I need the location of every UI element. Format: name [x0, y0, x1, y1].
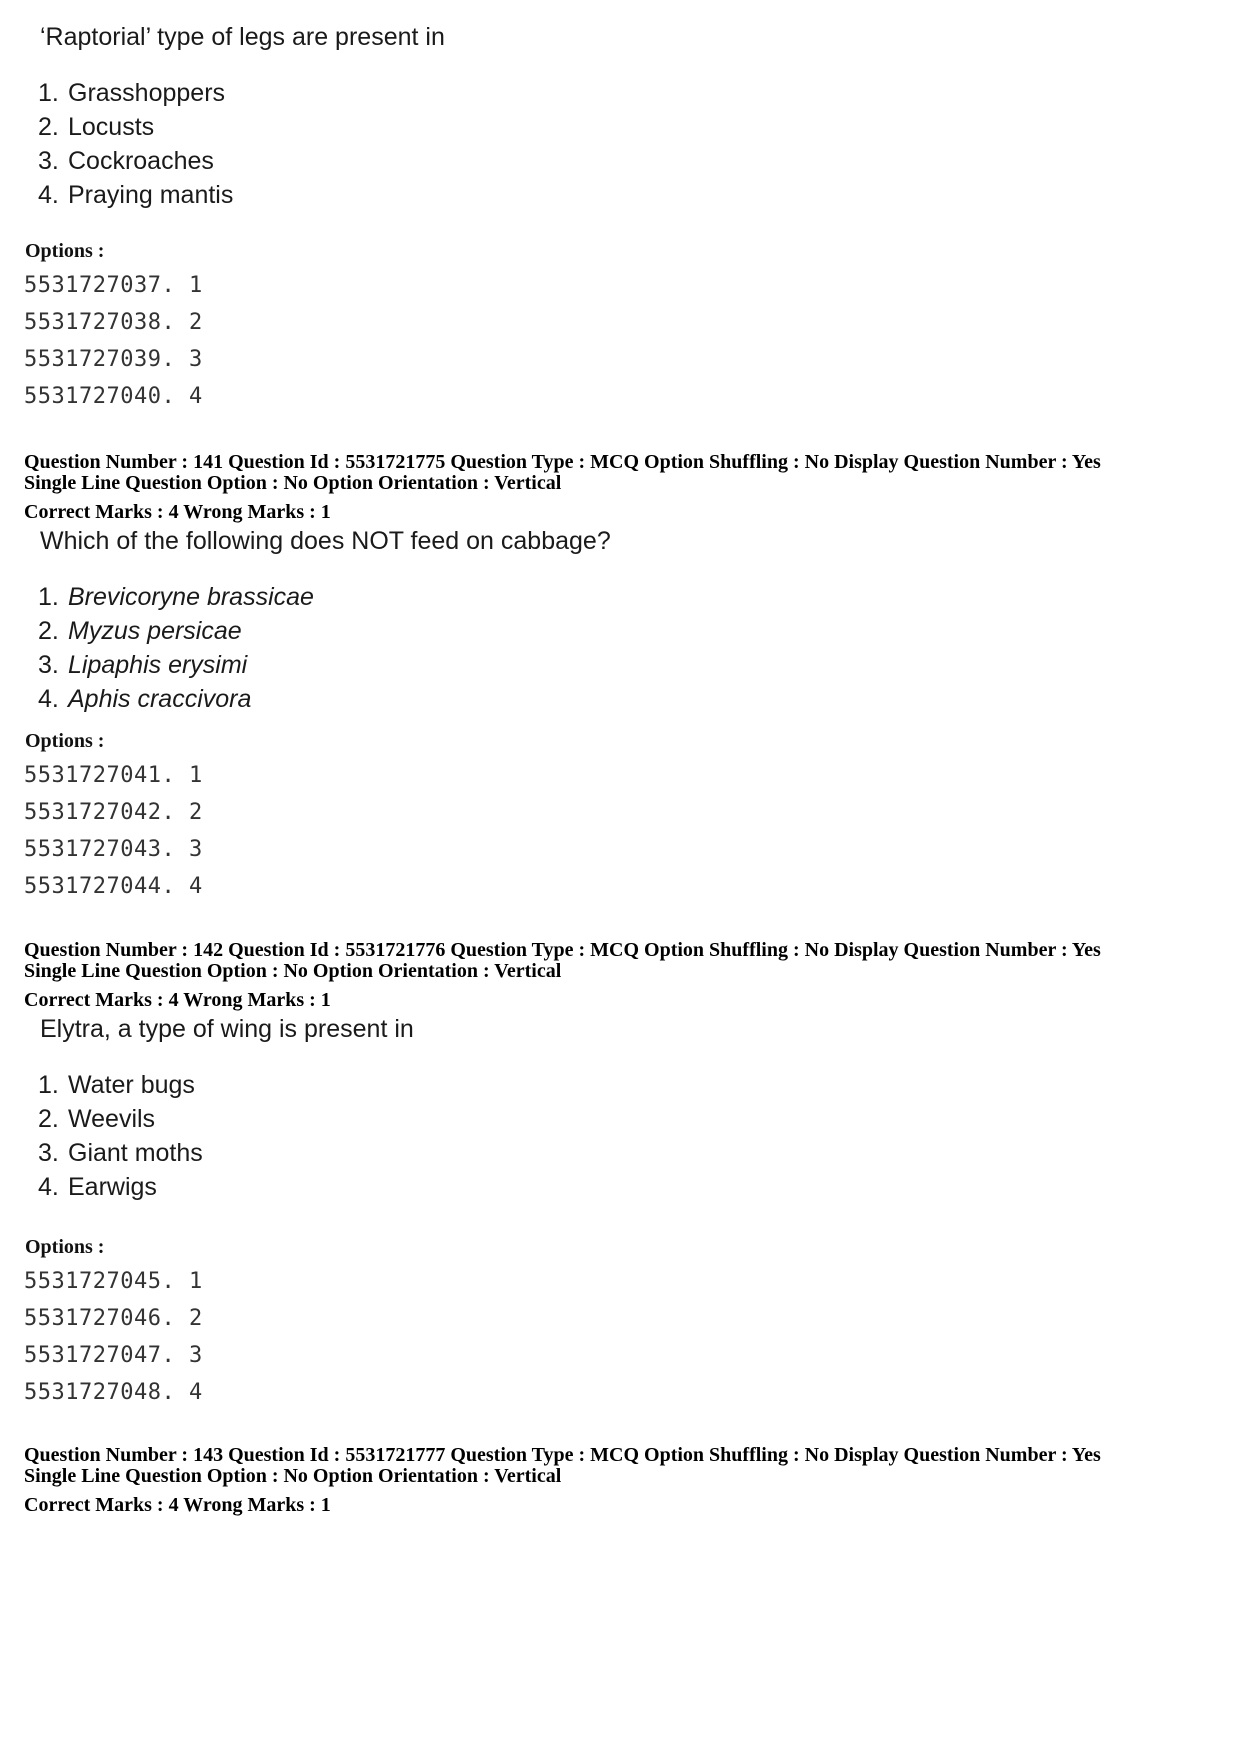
choice-item: 4. Aphis craccivora [38, 685, 252, 713]
choice-item: 3. Lipaphis erysimi [38, 651, 248, 679]
question-141-text: Which of the following does NOT feed on cabbage? [40, 527, 611, 555]
choice-item: 2. Weevils [38, 1105, 156, 1133]
question-meta-line: Question Number : 142 Question Id : 5531721776 Question Type : MCQ Option Shuffling : No Display Question Number : Yes [24, 939, 1101, 961]
choice-item: 1. Water bugs [38, 1071, 195, 1099]
question-meta-line: Question Number : 141 Question Id : 5531721775 Question Type : MCQ Option Shuffling : No Display Question Number : Yes [24, 451, 1101, 473]
choice-item: 4. Earwigs [38, 1173, 157, 1201]
question-142-meta [24, 940, 1101, 1012]
question-142-text: Elytra, a type of wing is present in [40, 1015, 414, 1043]
options-label: Options : [25, 730, 105, 752]
marks-line: Correct Marks : 4 Wrong Marks : 1 [24, 501, 331, 523]
question-142-image [38, 1014, 414, 1204]
option-item: 5531727043. 3 [24, 837, 203, 862]
option-item: 5531727038. 2 [24, 310, 203, 335]
question-meta-line: Single Line Question Option : No Option Orientation : Vertical [24, 1465, 562, 1487]
option-item: 5531727037. 1 [24, 273, 203, 298]
marks-line: Correct Marks : 4 Wrong Marks : 1 [24, 989, 331, 1011]
option-item: 5531727042. 2 [24, 800, 203, 825]
options-label: Options : [25, 1236, 105, 1258]
option-item: 5531727039. 3 [24, 347, 203, 372]
choice-item: 3. Giant moths [38, 1139, 203, 1167]
choice-item: 2. Locusts [38, 113, 155, 141]
options-label: Options : [25, 240, 105, 262]
question-140-options [24, 239, 203, 415]
question-140-text: ‘Raptorial’ type of legs are present in [40, 23, 445, 51]
question-142-options [24, 1235, 203, 1411]
choice-item: 3. Cockroaches [38, 147, 214, 175]
question-140-image [38, 22, 445, 212]
question-141-options [24, 729, 203, 905]
option-item: 5531727041. 1 [24, 763, 203, 788]
choice-item: 1. Brevicoryne brassicae [38, 583, 314, 611]
question-140-choices [38, 76, 445, 212]
option-item: 5531727048. 4 [24, 1380, 203, 1405]
choice-item: 1. Grasshoppers [38, 79, 226, 107]
option-item: 5531727046. 2 [24, 1306, 203, 1331]
question-141-meta [24, 452, 1101, 524]
question-meta-line: Question Number : 143 Question Id : 5531721777 Question Type : MCQ Option Shuffling : No Display Question Number : Yes [24, 1444, 1101, 1466]
option-item: 5531727040. 4 [24, 384, 203, 409]
marks-line: Correct Marks : 4 Wrong Marks : 1 [24, 1494, 331, 1516]
choice-item: 2. Myzus persicae [38, 617, 242, 645]
question-141-image [38, 526, 611, 716]
choice-item: 4. Praying mantis [38, 181, 234, 209]
option-item: 5531727047. 3 [24, 1343, 203, 1368]
question-meta-line: Single Line Question Option : No Option Orientation : Vertical [24, 960, 562, 982]
question-meta-line: Single Line Question Option : No Option Orientation : Vertical [24, 472, 562, 494]
option-item: 5531727045. 1 [24, 1269, 203, 1294]
question-142-choices [38, 1068, 414, 1204]
option-item: 5531727044. 4 [24, 874, 203, 899]
question-143-meta [24, 1445, 1101, 1517]
question-141-choices [38, 580, 611, 716]
